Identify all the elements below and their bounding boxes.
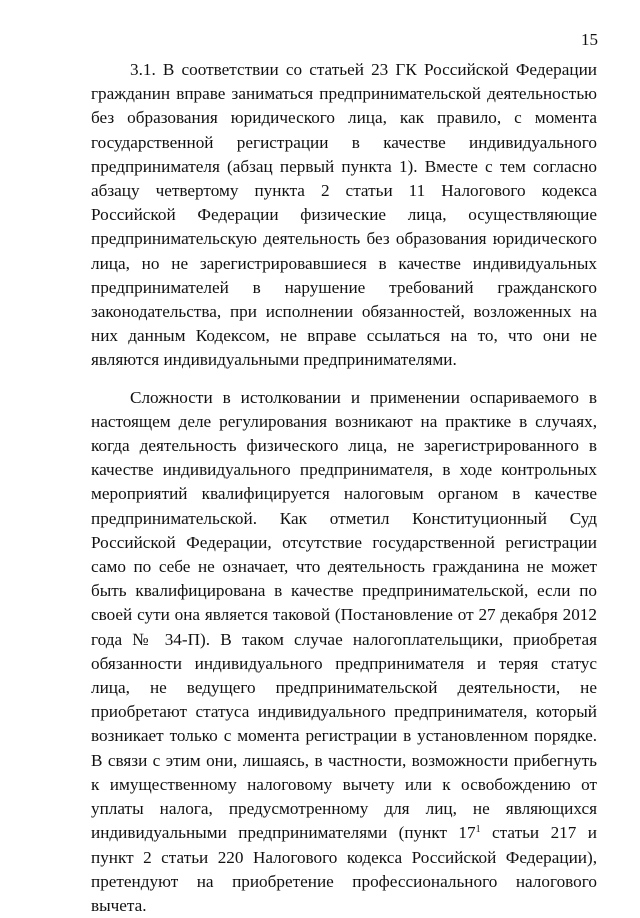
paragraph-text-part-1: Сложности в истолковании и применении оспариваемого в настоящем деле регулирования возникают на практике в случаях, когда деятельность физического лица, не зарегистрированного в качестве индивидуального предпринимателя, в ходе контрольных мероприятий квалифицируется налоговым органом в качестве предпринимательской. Как отметил Конституционный Суд Российской Федерации, отсутствие государственной регистрации само по себе не означает, что деятельность гражданина не может быть квалифицирована в качестве предпринимательской, если по своей сути она является таковой (Постановление от 27 декабря 2012 года № 34-П). В таком случае налогоплательщики, приобретая обязанности индивидуального предпринимателя и теряя статус лица, не ведущего предпринимательской деятельности, не приобретают статуса индивидуального предпринимателя, который возникает только с момента регистрации в установленном порядке. В связи с этим они, лишаясь, в частности, возможности прибегнуть к имущественному налоговому вычету или к освобождению от уплаты налога, предусмотренному для лиц, не являющихся индивидуальными предпринимателями (пункт 17 <box>91 387 597 843</box>
page-number: 15 <box>581 30 598 49</box>
paragraph-3-1: 3.1. В соответствии со статьей 23 ГК Российской Федерации гражданин вправе заниматься предпринимательской деятельностью без образования юридического лица, как правило, с момента государственной регистрации в качестве индивидуального предпринимателя (абзац первый пункта 1). Вместе с тем согласно абзацу четвертому пункта 2 статьи 11 Налогового кодекса Российской Федерации физические лица, осуществляющие предпринимательскую деятельность без образования юридического лица, но не зарегистрировавшиеся в качестве индивидуальных предпринимателей в нарушение требований гражданского законодательства, при исполнении обязанностей, возложенных на них данным Кодексом, не вправе ссылаться на то, что они не являются индивидуальными предпринимателями. <box>91 60 597 370</box>
footnote-superscript: 1 <box>475 824 481 836</box>
paragraph-spacer <box>91 373 597 386</box>
paragraph-difficulties <box>91 386 597 918</box>
paragraph-text-part-2: статьи 217 и пункт 2 статьи 220 Налогового кодекса Российской Федерации), претендуют на приобретение профессионального налогового вычета. <box>91 823 597 915</box>
document-body <box>91 58 597 918</box>
